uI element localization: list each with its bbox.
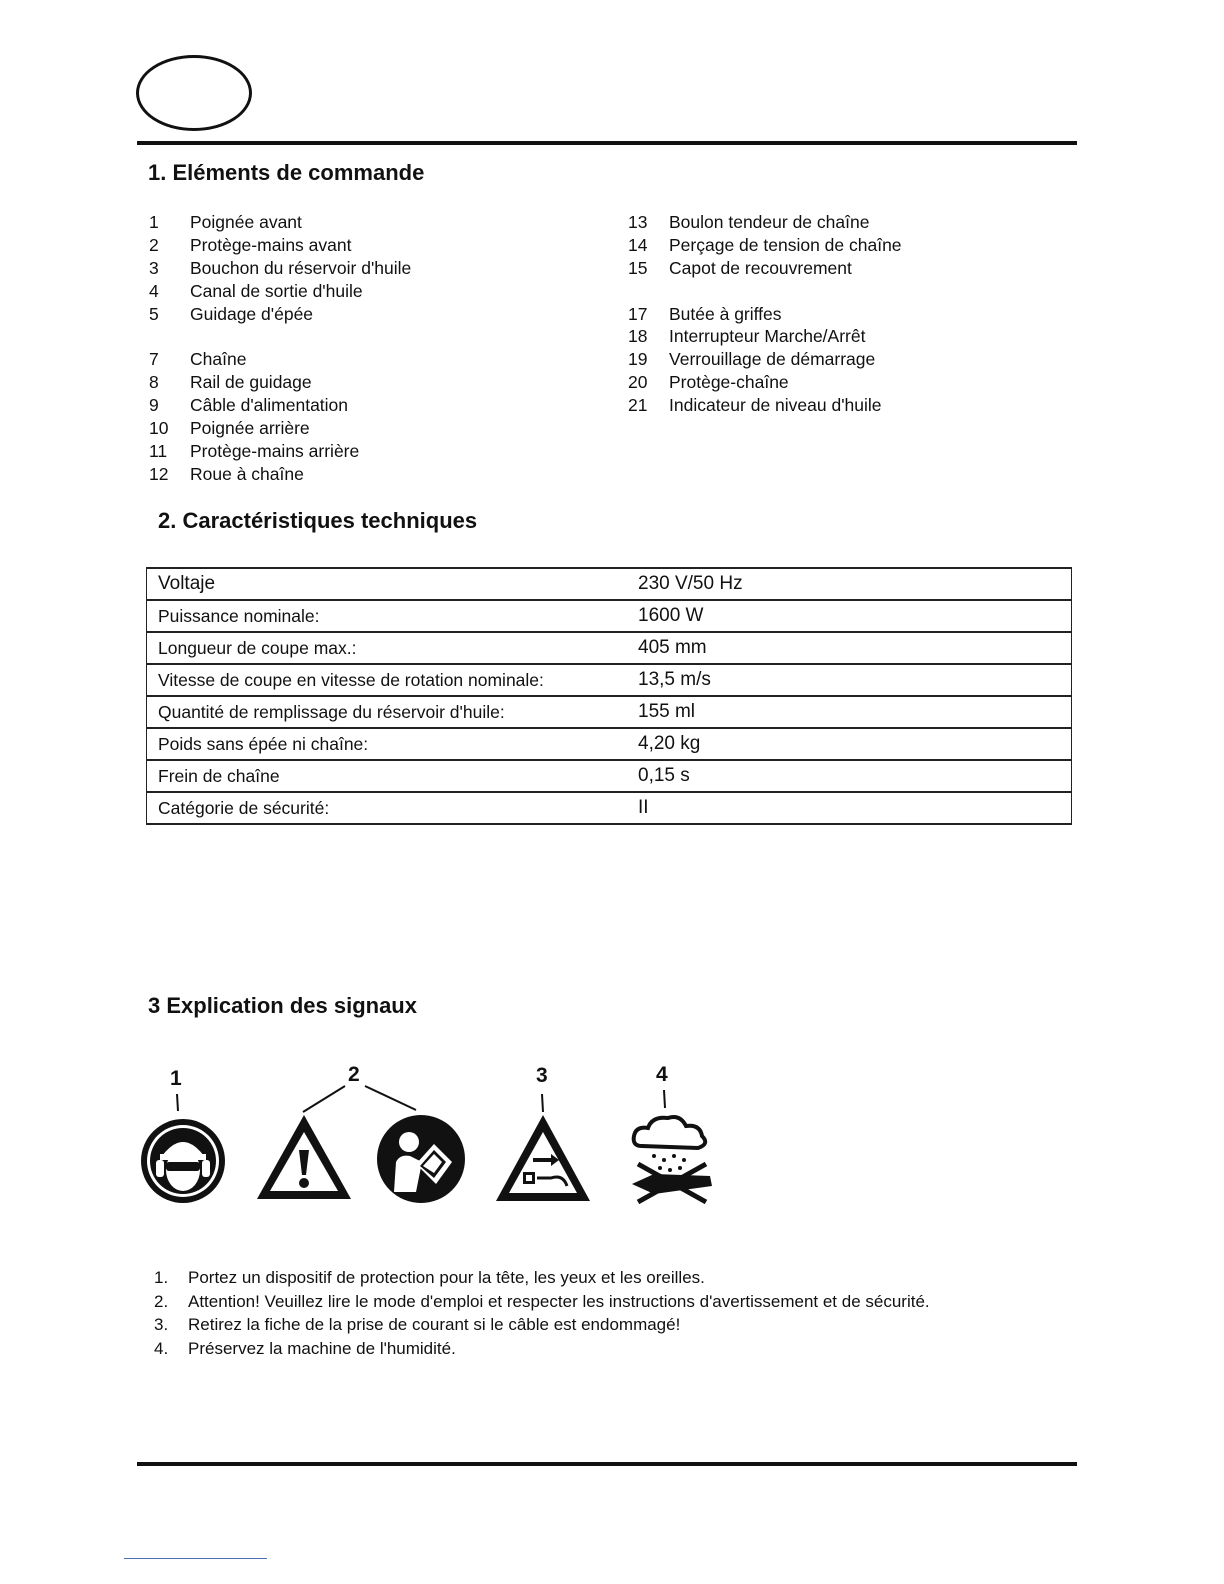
table-row: Longueur de coupe max.: 405 mm: [147, 632, 1072, 664]
signal-number: 3: [536, 1064, 548, 1087]
list-item: 4. Préservez la machine de l'humidité.: [154, 1338, 456, 1358]
warning-icon: [254, 1112, 354, 1202]
list-item: 11 Protège-mains arrière: [149, 440, 360, 461]
list-item: 18 Interrupteur Marche/Arrêt: [628, 326, 866, 347]
table-row: Poids sans épée ni chaîne: 4,20 kg: [147, 728, 1072, 760]
signal-explanations: [154, 1266, 930, 1360]
list-item: 10 Poignée arrière: [149, 418, 310, 439]
list-item: 15 Capot de recouvrement: [628, 257, 852, 278]
signal-number: 2: [348, 1063, 360, 1086]
head-protection-icon: [140, 1118, 226, 1204]
table-row: Quantité de remplissage du réservoir d'huile: 155 ml: [147, 696, 1072, 728]
list-item: 13 Boulon tendeur de chaîne: [628, 212, 870, 232]
list-item: 2 Protège-mains avant: [149, 234, 352, 255]
list-item: 21 Indicateur de niveau d'huile: [628, 395, 882, 416]
list-item: 14 Perçage de tension de chaîne: [628, 234, 902, 255]
list-item: 12 Roue à chaîne: [149, 463, 304, 484]
list-item: 17 Butée à griffes: [628, 303, 782, 324]
section-1-heading: 1. Eléments de commande: [148, 160, 425, 185]
section-2-heading: 2. Caractéristiques techniques: [158, 508, 478, 533]
list-item: 19 Verrouillage de démarrage: [628, 349, 876, 370]
list-item: 8 Rail de guidage: [149, 372, 312, 393]
table-row: Puissance nominale: 1600 W: [147, 600, 1072, 632]
list-item: 5 Guidage d'épée: [149, 303, 314, 324]
list-item: 9 Câble d'alimentation: [149, 395, 349, 416]
table-row: Voltaje 230 V/50 Hz: [147, 568, 1072, 600]
list-item: 7 Chaîne: [149, 349, 247, 370]
footer-link-underline: [124, 1558, 267, 1559]
section-3-heading: 3 Explication des signaux: [148, 993, 417, 1018]
list-item: 4 Canal de sortie d'huile: [149, 280, 363, 301]
signal-number: 4: [656, 1063, 668, 1086]
list-item: 2. Attention! Veuillez lire le mode d'emploi et respecter les instructions d'avertissement et de sécurité.: [154, 1291, 930, 1311]
signal-number: 1: [170, 1067, 182, 1090]
list-item: 3 Bouchon du réservoir d'huile: [149, 257, 412, 278]
unplug-icon: [493, 1112, 593, 1204]
no-rain-icon: [624, 1112, 720, 1208]
list-item: 1 Poignée avant: [149, 212, 302, 232]
table-row: Frein de chaîne 0,15 s: [147, 760, 1072, 792]
table-row: Vitesse de coupe en vitesse de rotation nominale: 13,5 m/s: [147, 664, 1072, 696]
list-item: 3. Retirez la fiche de la prise de courant si le câble est endommagé!: [154, 1315, 681, 1334]
table-row: Catégorie de sécurité: II: [147, 792, 1072, 824]
list-item: 20 Protège-chaîne: [628, 372, 789, 393]
list-item: 1. Portez un dispositif de protection pour la tête, les yeux et les oreilles.: [154, 1268, 705, 1287]
read-manual-icon: [376, 1114, 466, 1204]
footer-rule: [137, 1462, 1077, 1466]
